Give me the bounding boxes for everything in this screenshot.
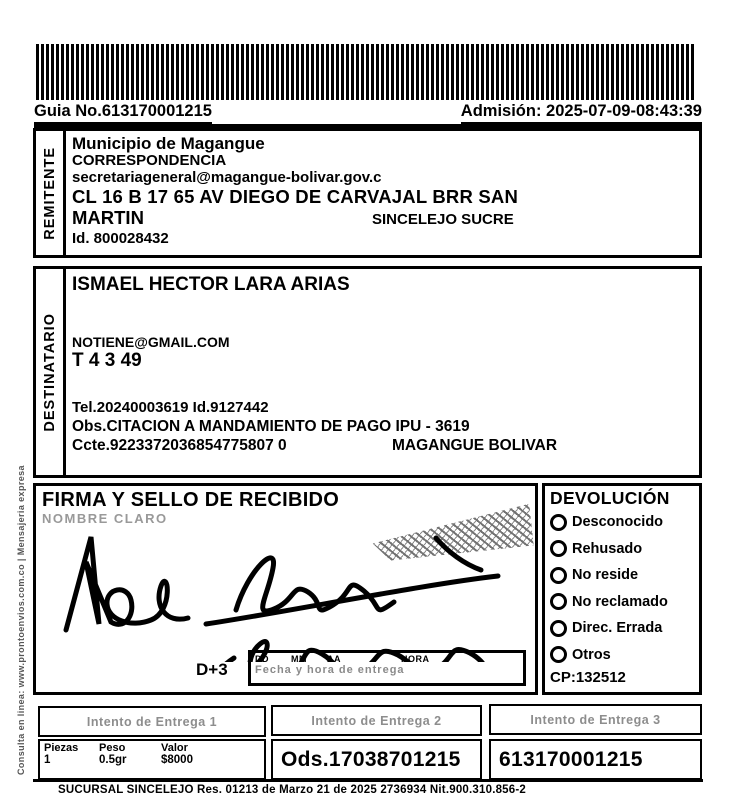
devolucion-box <box>542 483 702 695</box>
date-hint-text: Fecha y hora de entrega <box>255 664 405 676</box>
destinatario-label: DESTINATARIO <box>41 312 58 432</box>
tracking-number-box <box>489 739 702 780</box>
piezas-value: 1 <box>44 754 51 766</box>
remitente-strip <box>36 131 66 255</box>
devolucion-option-desconocido <box>550 509 694 536</box>
recipient-ccte: Ccte.9223372036854775807 0 <box>72 437 287 454</box>
sender-name: Municipio de Magangue <box>72 134 265 153</box>
package-headers <box>44 742 260 754</box>
intento-entrega-1-box <box>38 706 266 737</box>
intento-entrega-3-label: Intento de Entrega 3 <box>530 712 661 727</box>
sender-city: SINCELEJO SUCRE <box>372 211 514 228</box>
date-column-headers <box>255 654 519 664</box>
destinatario-strip <box>36 269 66 475</box>
firma-title: FIRMA Y SELLO DE RECIBIDO <box>42 489 340 511</box>
valor-value: $8000 <box>161 754 193 766</box>
peso-value: 0.5gr <box>99 754 127 766</box>
recipient-account-row <box>72 436 693 455</box>
ods-number-box <box>271 739 482 780</box>
recipient-city: MAGANGUE BOLIVAR <box>392 437 558 454</box>
recipient-address: T 4 3 49 <box>72 350 142 371</box>
footer-divider <box>33 779 703 782</box>
valor-header: Valor <box>161 742 188 754</box>
header-row <box>34 100 702 128</box>
date-dd-label: DD <box>255 654 269 664</box>
devolucion-title: DEVOLUCIÓN <box>550 488 670 508</box>
package-info-box <box>38 739 266 780</box>
radio-icon[interactable] <box>550 567 567 584</box>
barcode <box>36 44 696 100</box>
radio-icon[interactable] <box>550 646 567 663</box>
guia-number: Guia No.613170001215 <box>34 100 212 124</box>
radio-icon[interactable] <box>550 620 567 637</box>
date-hora-label: HORA <box>401 654 430 664</box>
piezas-header: Piezas <box>44 742 79 754</box>
side-vertical-text: Consulta en linea: www.prontoenvios.com.co | Mensajeria expresa <box>16 465 26 775</box>
ods-number: Ods.17038701215 <box>281 747 461 771</box>
cp-code: CP:132512 <box>550 669 626 686</box>
recipient-tel: Tel.20240003619 Id.9127442 <box>72 399 269 416</box>
intento-entrega-2-box <box>271 705 482 736</box>
option-label: No reside <box>572 567 639 584</box>
devolucion-option-direc-errada <box>550 615 694 642</box>
d-plus-3-label: D+3 <box>196 660 228 679</box>
date-aa-label: AA <box>327 654 341 664</box>
remitente-box <box>33 128 702 258</box>
destinatario-box <box>33 266 702 478</box>
admission-datetime: Admisión: 2025-07-09-08:43:39 <box>461 100 702 124</box>
sender-email: secretariageneral@magangue-bolivar.gov.c <box>72 169 382 186</box>
footer-branch-info: SUCURSAL SINCELEJO Res. 01213 de Marzo 21 de 2025 2736934 Nit.900.310.856-2 <box>58 784 526 796</box>
firma-content <box>36 486 535 692</box>
devolucion-option-no-reside <box>550 562 694 589</box>
sender-id: Id. 800028432 <box>72 230 169 247</box>
option-label: Otros <box>572 646 611 663</box>
tracking-number: 613170001215 <box>499 747 643 771</box>
sender-address-line1: CL 16 B 17 65 AV DIEGO DE CARVAJAL BRR SAN <box>72 186 519 207</box>
devolucion-option-no-reclamado <box>550 589 694 616</box>
option-label: Direc. Errada <box>572 620 663 637</box>
date-mm-label: MM <box>291 654 307 664</box>
radio-icon[interactable] <box>550 540 567 557</box>
sender-address-row <box>72 207 693 228</box>
sender-dept: CORRESPONDENCIA <box>72 152 227 169</box>
option-label: Desconocido <box>572 514 664 531</box>
nombre-claro-label: NOMBRE CLARO <box>42 511 168 526</box>
sender-address-line2: MARTIN <box>72 207 144 228</box>
remitente-label: REMITENTE <box>41 146 58 240</box>
devolucion-option-rehusado <box>550 536 694 563</box>
delivery-date-box <box>248 650 526 686</box>
package-values <box>44 754 260 766</box>
option-label: Rehusado <box>572 540 643 557</box>
option-label: No reclamado <box>572 593 668 610</box>
radio-icon[interactable] <box>550 514 567 531</box>
devolucion-option-otros <box>550 642 694 669</box>
remitente-content <box>66 131 699 255</box>
recipient-email: NOTIENE@GMAIL.COM <box>72 334 230 350</box>
firma-box <box>33 483 538 695</box>
radio-icon[interactable] <box>550 593 567 610</box>
recipient-name: ISMAEL HECTOR LARA ARIAS <box>72 274 350 295</box>
destinatario-content <box>66 269 699 475</box>
intento-entrega-3-box <box>489 704 702 735</box>
intento-entrega-2-label: Intento de Entrega 2 <box>311 713 442 728</box>
intento-entrega-1-label: Intento de Entrega 1 <box>86 714 218 729</box>
peso-header: Peso <box>99 742 126 754</box>
recipient-obs: Obs.CITACION A MANDAMIENTO DE PAGO IPU - 3619 <box>72 418 470 435</box>
